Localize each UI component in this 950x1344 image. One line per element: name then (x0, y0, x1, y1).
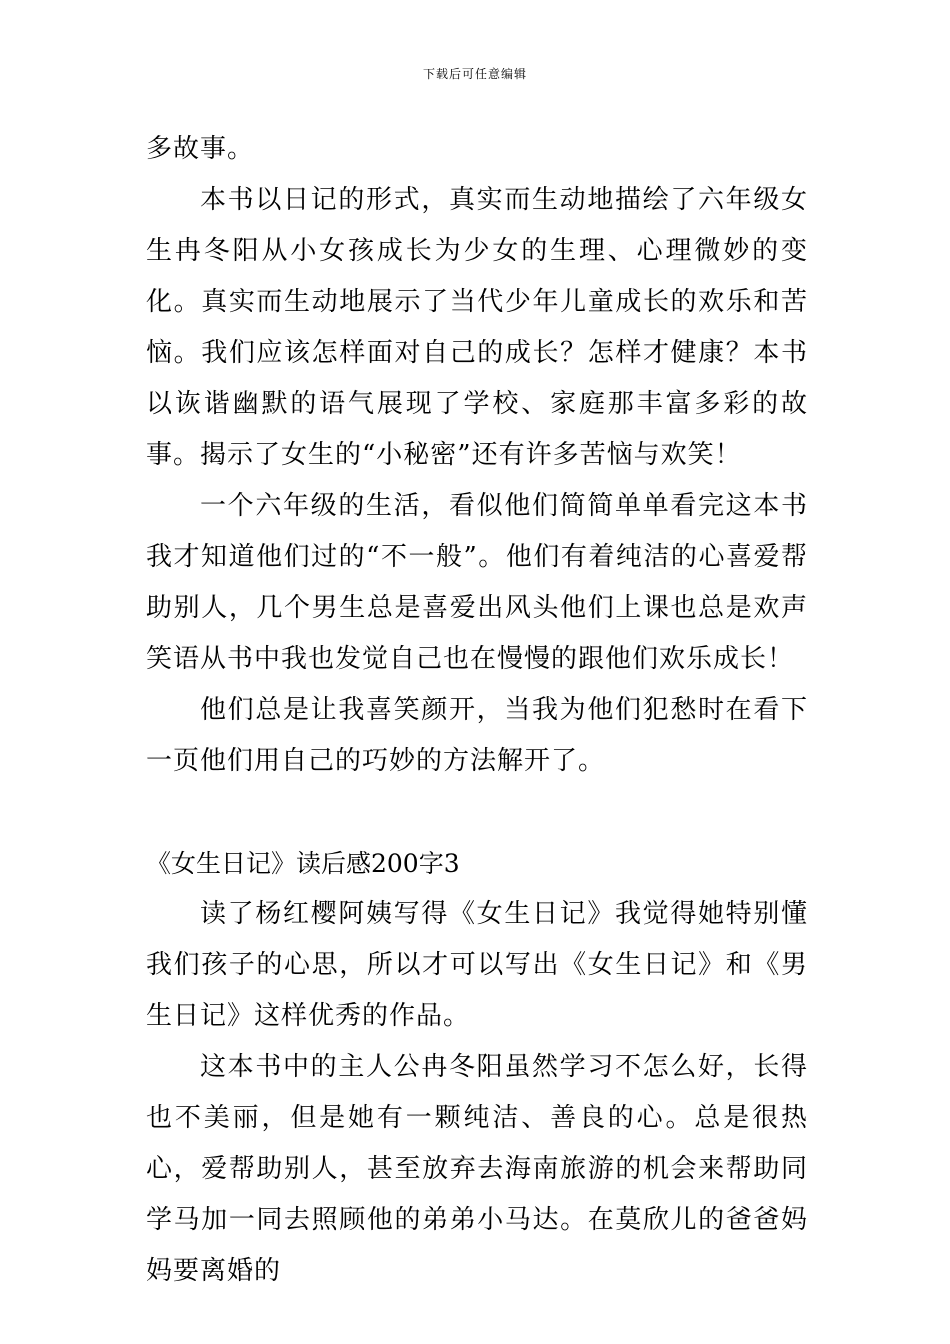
header-note: 下载后可任意编辑 (422, 67, 527, 81)
document-body (146, 124, 808, 1297)
paragraph: 这本书中的主人公冉冬阳虽然学习不怎么好，长得也不美丽，但是她有一颗纯洁、善良的心。总是很热心，爱帮助别人，甚至放弃去海南旅游的机会来帮助同学马加一同去照顾他的弟弟小马达。在莫欣儿的爸爸妈妈要离婚的 (146, 1052, 808, 1286)
paragraph: 读了杨红樱阿姨写得《女生日记》我觉得她特别懂我们孩子的心思，所以才可以写出《女生日记》和《男生日记》这样优秀的作品。 (146, 899, 808, 1031)
paragraph-spacer (146, 787, 808, 838)
paragraph: 本书以日记的形式，真实而生动地描绘了六年级女生冉冬阳从小女孩成长为少女的生理、心理微妙的变化。真实而生动地展示了当代少年儿童成长的欢乐和苦恼。我们应该怎样面对自己的成长？怎样才健康？本书以诙谐幽默的语气展现了学校、家庭那丰富多彩的故事。揭示了女生的“小秘密”还有许多苦恼与欢笑！ (146, 185, 808, 470)
paragraph-continued: 多故事。 (146, 134, 255, 164)
paragraph: 他们总是让我喜笑颜开，当我为他们犯愁时在看下一页他们用自己的巧妙的方法解开了。 (146, 695, 808, 776)
paragraph: 一个六年级的生活，看似他们简简单单看完这本书我才知道他们过的“不一般”。他们有着纯洁的心喜爱帮助别人，几个男生总是喜爱出风头他们上课也总是欢声笑语从书中我也发觉自己也在慢慢的跟他们欢乐成长！ (146, 491, 808, 674)
section-title: 《女生日记》读后感200字3 (146, 849, 460, 878)
